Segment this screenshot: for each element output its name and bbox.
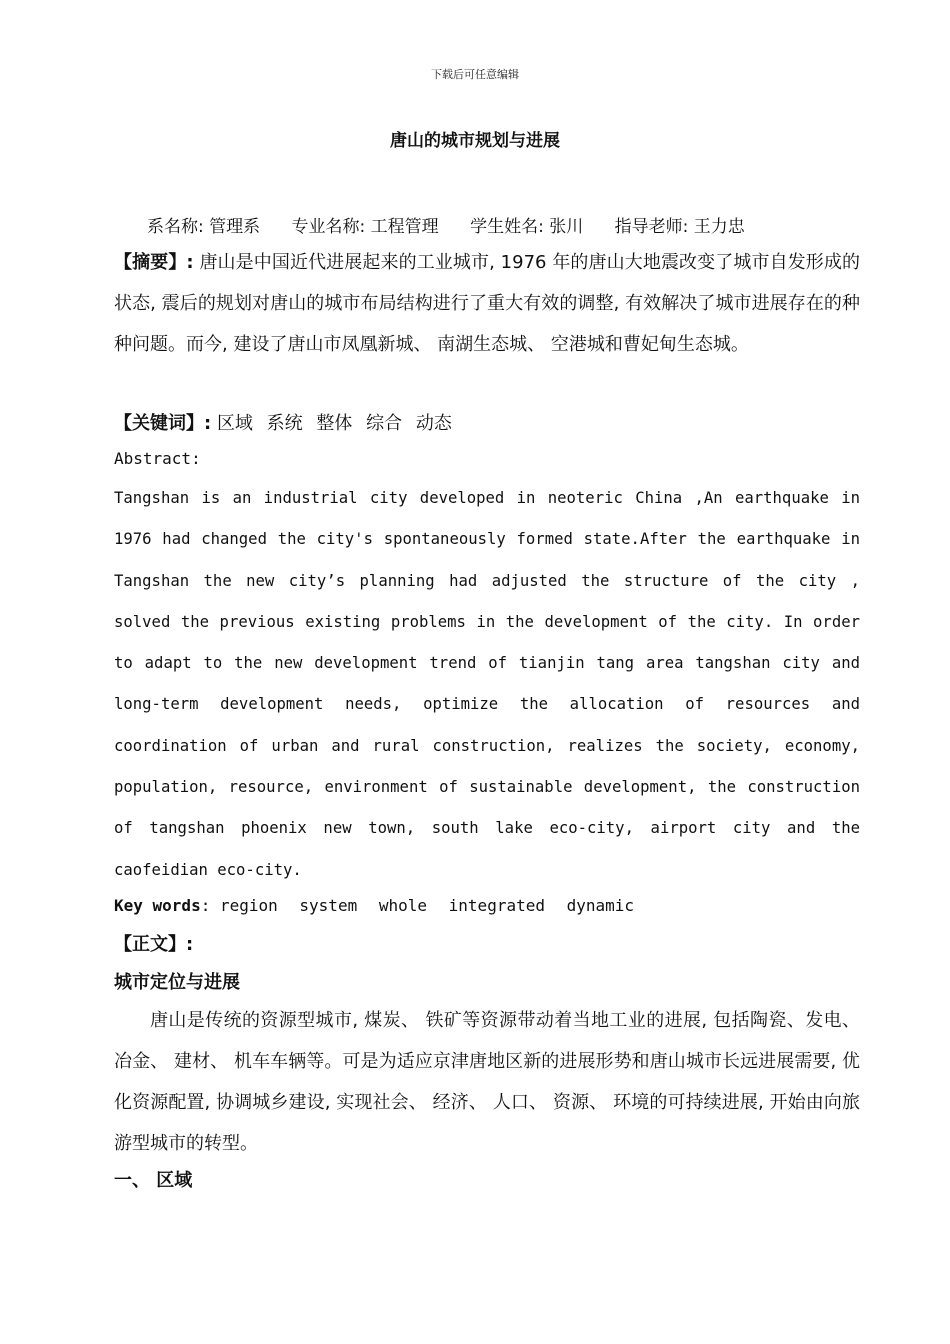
chinese-abstract (114, 242, 860, 365)
download-note: 下载后可任意编辑 (431, 68, 519, 81)
advisor-label: 指导老师: 王力忠 (614, 217, 745, 237)
main-text-label: 【正文】: (114, 934, 194, 955)
keyword-en: dynamic (566, 896, 635, 915)
abstract-cn-label: 【摘要】: (114, 252, 194, 273)
department-label: 系名称: 管理系 (147, 217, 261, 237)
keyword-en: integrated (448, 896, 545, 915)
document-title: 唐山的城市规划与进展 (390, 131, 560, 151)
keyword-cn: 整体 (316, 413, 353, 434)
keyword-cn: 动态 (415, 413, 452, 434)
abstract-cn-text: 唐山是中国近代进展起来的工业城市, 1976 年的唐山大地震改变了城市自发形成的状态, 震后的规划对唐山的城市布局结构进行了重大有效的调整, 有效解决了城市进展存在的种种问题。而今, 建设了唐山市凤凰新城、 南湖生态城、 空港城和曹妃甸生态城。 (114, 252, 860, 355)
english-abstract-label: Abstract: (114, 449, 201, 468)
english-keywords (114, 896, 646, 915)
keywords-cn-label: 【关键词】: (114, 413, 212, 434)
body-paragraph: 唐山是传统的资源型城市, 煤炭、 铁矿等资源带动着当地工业的进展, 包括陶瓷、发电、 冶金、 建材、 机车车辆等。可是为适应京津唐地区新的进展形势和唐山城市长远进展需要, 优化资源配置, 协调城乡建设, 实现社会、 经济、 人口、 资源、 环境的可持续进展, 开始由向旅游型城市的转型。 (114, 1010, 860, 1154)
student-label: 学生姓名: 张川 (470, 217, 584, 237)
keyword-cn: 区域 (216, 413, 253, 434)
english-abstract-text: Tangshan is an industrial city developed in neoteric China ,An earthquake in 1976 had changed the city's spontaneously formed state.After the earthquake in Tangshan the new city’s planning had adjusted the structure of the city , solved the previous existing problems in the development of the city. In order to adapt to the new development trend of tianjin tang area tangshan city and long-term development needs, optimize the allocation of resources and coordination of urban and rural construction, realizes the society, economy, population, resource, environment of sustainable development, the construction of tangshan phoenix new town, south lake eco-city, airport city and the caofeidian eco-city. (114, 489, 860, 879)
heading-region: 一、 区域 (114, 1170, 193, 1191)
keywords-en-label: Key words (114, 896, 201, 915)
keyword-cn: 综合 (366, 413, 403, 434)
major-label: 专业名称: 工程管理 (291, 217, 439, 237)
author-info-line (147, 212, 857, 237)
keyword-en: region (219, 896, 278, 915)
keyword-en: whole (378, 896, 428, 915)
section-title: 城市定位与进展 (114, 972, 240, 993)
keyword-cn: 系统 (266, 413, 303, 434)
keyword-en: system (299, 896, 358, 915)
chinese-keywords (114, 403, 860, 444)
keywords-en-colon: : (200, 896, 220, 915)
